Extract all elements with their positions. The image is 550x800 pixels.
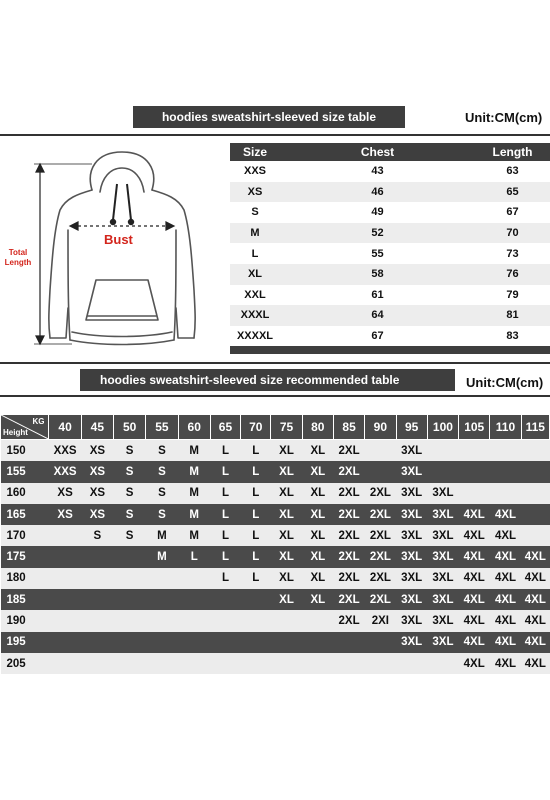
chest-cell: 67 xyxy=(371,330,384,343)
size-cell: 3XL xyxy=(427,483,458,504)
size-cell: 2XL xyxy=(333,568,364,589)
size-cell xyxy=(146,610,178,631)
table-row xyxy=(1,461,550,482)
size-cell: 4XL xyxy=(521,653,549,674)
size-cell xyxy=(490,483,521,504)
table-row xyxy=(1,546,550,567)
size-cell xyxy=(427,461,458,482)
size-cell xyxy=(114,632,146,653)
size-cell: 3XL xyxy=(396,461,427,482)
table-row xyxy=(1,653,550,674)
size-cell xyxy=(81,589,113,610)
size-cell xyxy=(146,589,178,610)
size-cell: 4XL xyxy=(521,610,549,631)
height-cell: 165 xyxy=(1,504,49,525)
total-length-label-line2: Length xyxy=(4,258,32,267)
size-cell: S xyxy=(81,525,113,546)
size-cell: XS xyxy=(81,440,113,462)
size-cell: XS xyxy=(49,483,81,504)
size-cell xyxy=(521,461,549,482)
size-cell: L xyxy=(241,504,271,525)
size-cell: XL xyxy=(271,504,302,525)
table-row xyxy=(230,182,550,203)
size-cell: 4XL xyxy=(490,568,521,589)
size-cell: 4XL xyxy=(521,568,549,589)
size-cell xyxy=(49,589,81,610)
chest-cell: 43 xyxy=(371,165,384,178)
weight-header: 85 xyxy=(333,415,364,440)
size-cell: 4XL xyxy=(459,610,490,631)
size-cell xyxy=(114,568,146,589)
table-row xyxy=(230,326,550,347)
size-cell xyxy=(146,632,178,653)
size-cell: 3XL xyxy=(427,504,458,525)
height-cell: 155 xyxy=(1,461,49,482)
size-cell: L xyxy=(241,546,271,567)
table-row xyxy=(230,264,550,285)
size-cell: XXXL xyxy=(240,309,270,322)
chest-cell: 64 xyxy=(371,309,384,322)
weight-header: 105 xyxy=(459,415,490,440)
size-cell: XXL xyxy=(244,288,266,301)
size-cell xyxy=(365,440,396,462)
height-cell: 195 xyxy=(1,632,49,653)
size-cell: 3XL xyxy=(396,568,427,589)
table-row xyxy=(230,285,550,306)
size-cell xyxy=(178,589,210,610)
size-cell xyxy=(114,546,146,567)
chest-cell: 55 xyxy=(371,247,384,260)
rec-table-unit: Unit:CM(cm) xyxy=(466,375,544,390)
size-cell xyxy=(81,568,113,589)
height-cell: 150 xyxy=(1,440,49,462)
divider-top xyxy=(0,134,550,136)
length-cell: 67 xyxy=(506,206,519,219)
length-cell: 79 xyxy=(506,288,519,301)
size-cell: L xyxy=(251,247,259,260)
weight-header: 100 xyxy=(427,415,458,440)
size-cell xyxy=(178,632,210,653)
weight-header: 90 xyxy=(365,415,396,440)
table-row xyxy=(1,483,550,504)
size-cell xyxy=(178,568,210,589)
size-cell: L xyxy=(210,568,240,589)
recommended-size-table xyxy=(0,414,550,674)
size-table-unit: Unit:CM(cm) xyxy=(465,110,543,125)
size-cell xyxy=(49,525,81,546)
length-cell: 63 xyxy=(506,165,519,178)
table-row xyxy=(1,610,550,631)
size-cell xyxy=(114,610,146,631)
size-cell: XL xyxy=(302,440,333,462)
size-cell: XXS xyxy=(49,440,81,462)
size-cell: XL xyxy=(271,546,302,567)
size-cell: 4XL xyxy=(490,546,521,567)
size-cell: L xyxy=(210,546,240,567)
length-cell: 65 xyxy=(506,185,519,198)
table-row xyxy=(1,589,550,610)
size-cell: 3XL xyxy=(396,589,427,610)
size-cell: S xyxy=(146,440,178,462)
size-cell xyxy=(302,610,333,631)
size-cell: M xyxy=(178,440,210,462)
weight-header: 115 xyxy=(521,415,549,440)
size-cell xyxy=(81,632,113,653)
size-cell: 3XL xyxy=(396,440,427,462)
size-cell: 3XL xyxy=(427,589,458,610)
corner-height-label: Height xyxy=(3,428,28,437)
size-cell: M xyxy=(178,461,210,482)
size-cell: 2XL xyxy=(365,504,396,525)
size-cell xyxy=(210,589,240,610)
rec-table-title: hoodies sweatshirt-sleeved size recommended table xyxy=(100,373,400,387)
size-cell: XS xyxy=(81,504,113,525)
size-cell: L xyxy=(241,525,271,546)
total-length-label xyxy=(2,248,34,268)
size-cell xyxy=(271,610,302,631)
chest-cell: 46 xyxy=(371,185,384,198)
size-cell: 4XL xyxy=(521,589,549,610)
size-cell xyxy=(146,568,178,589)
size-cell: 3XL xyxy=(427,568,458,589)
size-table-title: hoodies sweatshirt-sleeved size table xyxy=(161,110,377,124)
size-cell: S xyxy=(114,461,146,482)
corner-kg-label: KG xyxy=(32,417,45,426)
size-cell: L xyxy=(210,504,240,525)
table-corner xyxy=(1,415,49,440)
size-cell: 3XL xyxy=(396,504,427,525)
table-row xyxy=(1,632,550,653)
size-cell: L xyxy=(210,483,240,504)
recommended-table-body xyxy=(1,440,550,675)
size-cell: 2XL xyxy=(365,568,396,589)
size-cell xyxy=(146,653,178,674)
size-cell: 4XL xyxy=(459,504,490,525)
size-cell: XS xyxy=(49,504,81,525)
size-cell: S xyxy=(114,525,146,546)
size-cell: XL xyxy=(271,525,302,546)
chest-cell: 49 xyxy=(371,206,384,219)
size-cell: XL xyxy=(271,483,302,504)
size-cell xyxy=(521,504,549,525)
size-cell: 3XL xyxy=(427,546,458,567)
height-cell: 160 xyxy=(1,483,49,504)
size-cell xyxy=(365,653,396,674)
size-cell: 3XL xyxy=(396,610,427,631)
size-cell xyxy=(178,610,210,631)
size-cell xyxy=(427,653,458,674)
size-cell: 2XI xyxy=(365,610,396,631)
size-cell: XL xyxy=(302,568,333,589)
size-cell xyxy=(302,653,333,674)
size-cell xyxy=(49,546,81,567)
size-cell xyxy=(241,632,271,653)
size-cell: 4XL xyxy=(490,653,521,674)
weight-header: 40 xyxy=(49,415,81,440)
size-cell xyxy=(459,440,490,462)
length-cell: 81 xyxy=(506,309,519,322)
table-row xyxy=(230,243,550,264)
size-cell: 4XL xyxy=(490,525,521,546)
weight-header: 110 xyxy=(490,415,521,440)
size-cell: L xyxy=(241,461,271,482)
size-cell: 4XL xyxy=(459,546,490,567)
size-cell: M xyxy=(178,525,210,546)
size-cell xyxy=(241,653,271,674)
size-cell: 2XL xyxy=(333,440,364,462)
size-cell: 2XL xyxy=(333,610,364,631)
weight-header: 45 xyxy=(81,415,113,440)
size-table-title-banner xyxy=(133,106,405,128)
hoodie-illustration xyxy=(0,140,230,360)
size-cell xyxy=(459,483,490,504)
chest-cell: 61 xyxy=(371,288,384,301)
size-cell xyxy=(49,568,81,589)
size-cell xyxy=(521,440,549,462)
size-cell xyxy=(114,653,146,674)
size-cell: S xyxy=(114,483,146,504)
weight-header: 80 xyxy=(302,415,333,440)
size-cell xyxy=(396,653,427,674)
size-cell: 2XL xyxy=(333,461,364,482)
size-cell: XL xyxy=(271,568,302,589)
size-cell: XL xyxy=(302,483,333,504)
size-cell: XL xyxy=(302,589,333,610)
size-cell xyxy=(210,632,240,653)
table-row xyxy=(1,525,550,546)
size-cell: XS xyxy=(81,461,113,482)
divider-lower xyxy=(0,395,550,397)
size-cell: 4XL xyxy=(490,589,521,610)
table-row xyxy=(230,223,550,244)
table-row xyxy=(230,305,550,326)
hoodie-diagram xyxy=(0,140,230,360)
size-cell: XL xyxy=(302,504,333,525)
size-cell: XL xyxy=(302,461,333,482)
size-cell xyxy=(210,610,240,631)
size-cell: L xyxy=(241,440,271,462)
size-cell xyxy=(365,632,396,653)
size-cell xyxy=(271,632,302,653)
size-cell: 4XL xyxy=(459,653,490,674)
size-cell: L xyxy=(210,461,240,482)
size-cell xyxy=(490,461,521,482)
size-cell: M xyxy=(250,227,260,240)
size-cell: 3XL xyxy=(396,632,427,653)
size-cell xyxy=(241,610,271,631)
weight-header: 60 xyxy=(178,415,210,440)
size-cell: XL xyxy=(247,268,263,281)
size-cell xyxy=(333,632,364,653)
size-cell: 4XL xyxy=(490,632,521,653)
length-cell: 70 xyxy=(506,227,519,240)
size-cell: 4XL xyxy=(521,546,549,567)
weight-header: 65 xyxy=(210,415,240,440)
size-cell xyxy=(490,440,521,462)
size-cell: 4XL xyxy=(521,632,549,653)
size-cell: S xyxy=(146,461,178,482)
size-cell: XS xyxy=(81,483,113,504)
weight-header: 55 xyxy=(146,415,178,440)
size-cell: XXS xyxy=(243,165,266,178)
size-cell: XL xyxy=(302,525,333,546)
size-cell xyxy=(271,653,302,674)
height-cell: 175 xyxy=(1,546,49,567)
rec-table-title-banner xyxy=(80,369,455,391)
length-cell: 76 xyxy=(506,268,519,281)
size-cell: XL xyxy=(271,589,302,610)
weight-header: 70 xyxy=(241,415,271,440)
size-cell: 2XL xyxy=(365,525,396,546)
size-cell xyxy=(49,632,81,653)
size-cell: M xyxy=(178,483,210,504)
size-cell: 4XL xyxy=(490,610,521,631)
size-cell: XXS xyxy=(49,461,81,482)
weight-header: 75 xyxy=(271,415,302,440)
size-cell: 4XL xyxy=(459,525,490,546)
size-table xyxy=(230,143,550,354)
size-cell: XS xyxy=(247,185,263,198)
size-cell: S xyxy=(146,504,178,525)
size-cell: L xyxy=(241,483,271,504)
size-cell xyxy=(178,653,210,674)
total-length-label-line1: Total xyxy=(8,248,28,257)
size-cell: L xyxy=(210,440,240,462)
size-cell: 2XL xyxy=(333,504,364,525)
size-cell xyxy=(521,525,549,546)
chest-cell: 58 xyxy=(371,268,384,281)
weight-header: 95 xyxy=(396,415,427,440)
size-cell xyxy=(210,653,240,674)
weight-header: 50 xyxy=(114,415,146,440)
size-cell: 4XL xyxy=(459,568,490,589)
chest-col-header: Chest xyxy=(360,145,395,159)
table-row xyxy=(1,504,550,525)
size-cell: XXXXL xyxy=(236,330,274,343)
height-cell: 190 xyxy=(1,610,49,631)
size-cell: 3XL xyxy=(427,525,458,546)
size-cell: 4XL xyxy=(459,632,490,653)
size-cell: 2XL xyxy=(333,546,364,567)
divider-middle xyxy=(0,362,550,364)
length-col-header: Length xyxy=(492,145,533,159)
size-cell: 4XL xyxy=(490,504,521,525)
bust-label: Bust xyxy=(104,232,133,247)
table-row xyxy=(230,202,550,223)
size-cell xyxy=(114,589,146,610)
height-cell: 180 xyxy=(1,568,49,589)
size-cell: 3XL xyxy=(396,546,427,567)
height-cell: 170 xyxy=(1,525,49,546)
height-cell: 185 xyxy=(1,589,49,610)
size-cell: 3XL xyxy=(427,632,458,653)
size-cell xyxy=(333,653,364,674)
size-cell: L xyxy=(210,525,240,546)
size-cell: 2XL xyxy=(365,483,396,504)
table-row xyxy=(1,440,550,462)
size-cell xyxy=(302,632,333,653)
table-row xyxy=(1,568,550,589)
size-cell: XL xyxy=(271,461,302,482)
size-cell: 2XL xyxy=(333,483,364,504)
size-cell xyxy=(81,546,113,567)
size-table-header xyxy=(230,143,550,161)
length-cell: 83 xyxy=(506,330,519,343)
length-cell: 73 xyxy=(506,247,519,260)
size-table-footer-bar xyxy=(230,346,550,354)
size-cell: S xyxy=(146,483,178,504)
size-cell: S xyxy=(114,504,146,525)
size-cell xyxy=(365,461,396,482)
size-col-header: Size xyxy=(242,145,267,159)
size-cell: 2XL xyxy=(365,589,396,610)
size-cell: S xyxy=(114,440,146,462)
size-cell: XL xyxy=(302,546,333,567)
size-cell: 2XL xyxy=(333,525,364,546)
size-cell: 3XL xyxy=(396,525,427,546)
size-cell: S xyxy=(251,206,259,219)
size-cell: XL xyxy=(271,440,302,462)
size-cell: 2XL xyxy=(333,589,364,610)
size-cell: M xyxy=(146,525,178,546)
size-cell xyxy=(49,653,81,674)
size-cell: L xyxy=(178,546,210,567)
size-cell: 2XL xyxy=(365,546,396,567)
weight-header-row xyxy=(1,415,550,440)
height-cell: 205 xyxy=(1,653,49,674)
size-cell xyxy=(81,610,113,631)
size-cell xyxy=(241,589,271,610)
size-cell: 3XL xyxy=(427,610,458,631)
table-row xyxy=(230,161,550,182)
size-cell: M xyxy=(178,504,210,525)
size-cell: L xyxy=(241,568,271,589)
size-cell xyxy=(521,483,549,504)
size-cell xyxy=(81,653,113,674)
size-cell: 3XL xyxy=(396,483,427,504)
size-cell xyxy=(427,440,458,462)
size-cell xyxy=(459,461,490,482)
size-cell xyxy=(49,610,81,631)
size-cell: 4XL xyxy=(459,589,490,610)
size-cell: M xyxy=(146,546,178,567)
chest-cell: 52 xyxy=(371,227,384,240)
